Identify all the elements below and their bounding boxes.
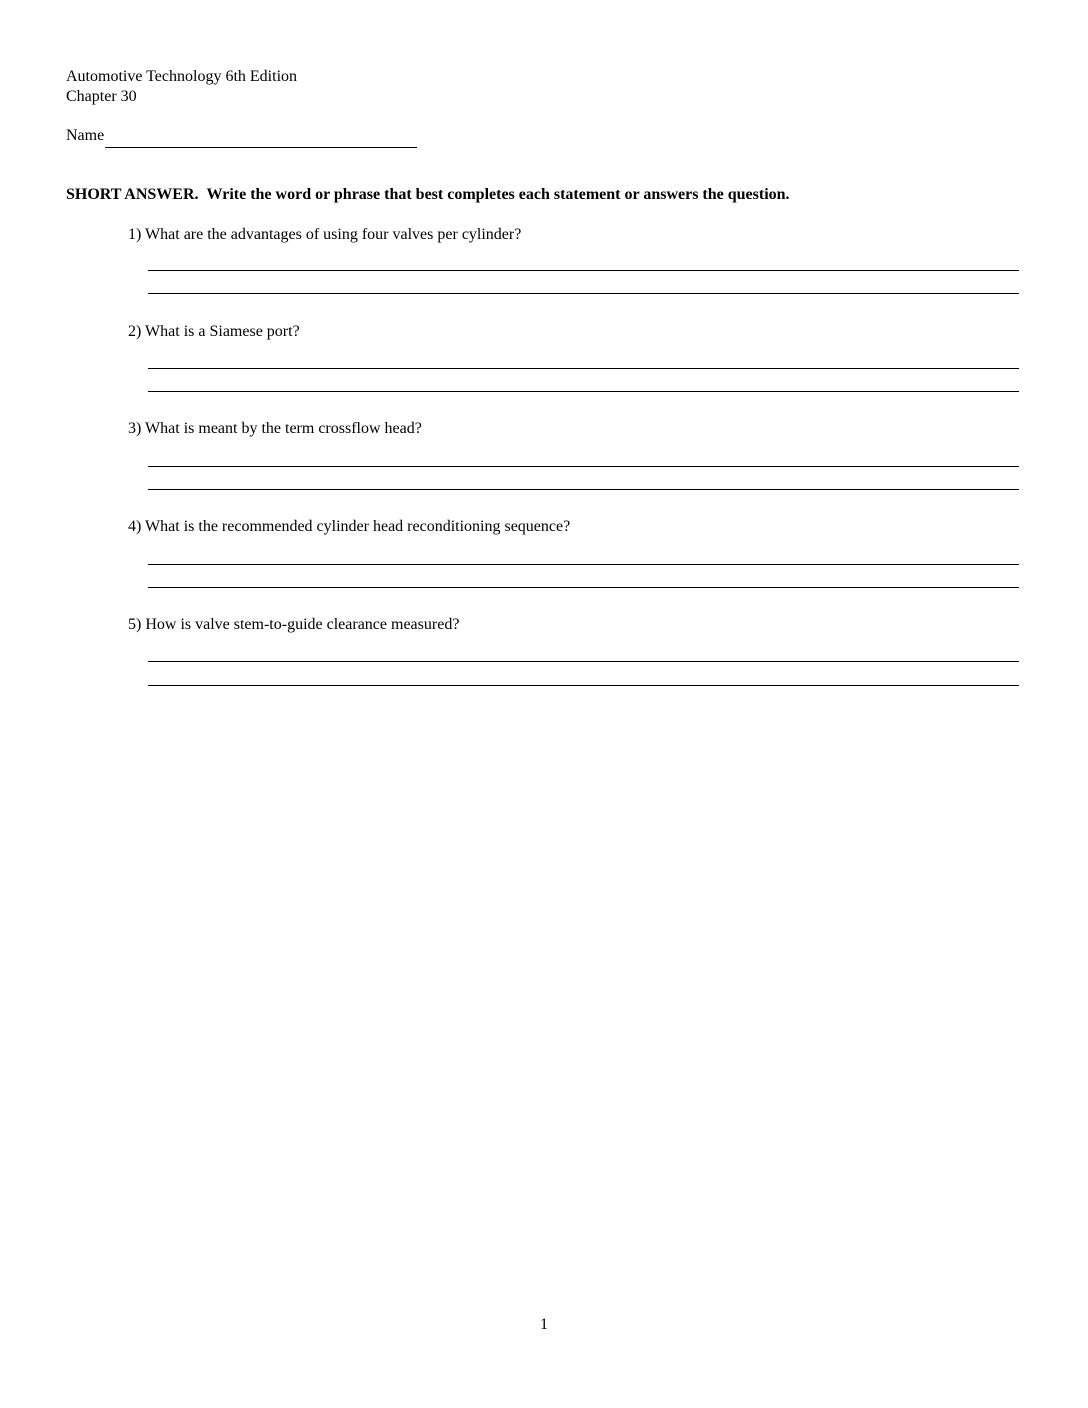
question-number: 5)	[128, 616, 142, 633]
answer-line[interactable]	[148, 587, 1019, 588]
question-number: 1)	[128, 226, 142, 243]
answer-line[interactable]	[148, 564, 1019, 565]
answer-line[interactable]	[148, 391, 1019, 392]
question-number: 4)	[128, 518, 142, 535]
answer-line[interactable]	[148, 368, 1019, 369]
instructions	[66, 185, 790, 205]
answer-line[interactable]	[148, 685, 1019, 686]
answer-line[interactable]	[148, 293, 1019, 294]
question-number: 3)	[128, 420, 142, 437]
section-heading: SHORT ANSWER.	[66, 186, 199, 203]
question-text: What is the recommended cylinder head reconditioning sequence?	[145, 518, 571, 535]
answer-line[interactable]	[148, 270, 1019, 271]
answer-line[interactable]	[148, 489, 1019, 490]
question-text: What is a Siamese port?	[145, 323, 300, 340]
question-1	[128, 225, 521, 245]
question-text: How is valve stem-to-guide clearance measured?	[145, 616, 460, 633]
question-5	[128, 615, 459, 635]
book-title: Automotive Technology 6th Edition	[66, 68, 298, 85]
name-label: Name	[66, 127, 105, 144]
instructions-text: Write the word or phrase that best completes each statement or answers the question.	[206, 186, 790, 203]
page-number: 1	[540, 1316, 548, 1333]
question-number: 2)	[128, 323, 142, 340]
question-text: What is meant by the term crossflow head?	[145, 420, 422, 437]
name-row	[66, 126, 417, 146]
chapter-label: Chapter 30	[66, 88, 137, 105]
question-2	[128, 322, 300, 342]
answer-line[interactable]	[148, 661, 1019, 662]
question-4	[128, 517, 570, 537]
name-blank-line[interactable]	[105, 147, 417, 148]
question-text: What are the advantages of using four valves per cylinder?	[145, 226, 522, 243]
question-3	[128, 419, 422, 439]
answer-line[interactable]	[148, 466, 1019, 467]
